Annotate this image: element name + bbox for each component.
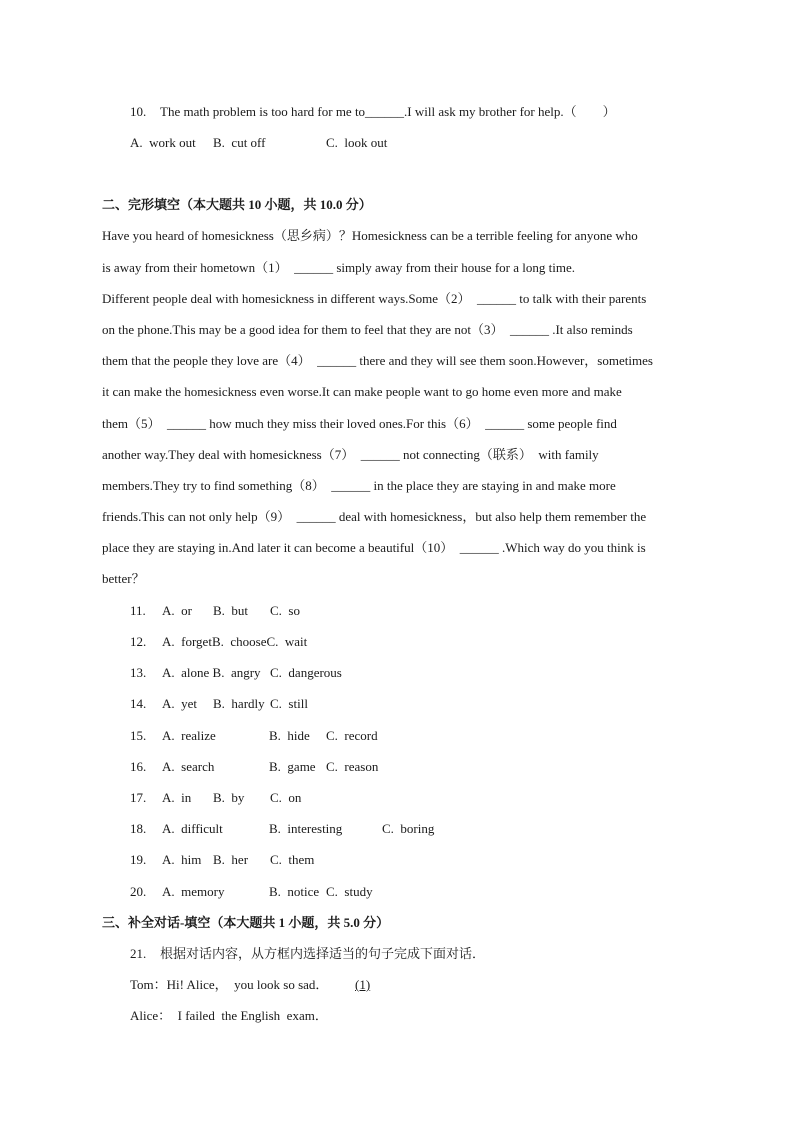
question-text: 根据对话内容，从方框内选择适当的句子完成下面对话． — [160, 946, 486, 961]
option-c: C. record — [326, 728, 378, 743]
passage-line: place they are staying in.And later it can become a beautiful（10） ______ .Which way do you think is — [102, 540, 646, 555]
option-b: B. by — [213, 790, 245, 805]
option-b: B. interesting — [269, 821, 343, 836]
option-b: B. her — [213, 852, 249, 867]
option-a: A. search — [162, 759, 215, 774]
option-a: A. yet — [162, 696, 198, 711]
option-b: B. notice — [269, 884, 320, 899]
option-number: 16. — [130, 759, 147, 774]
dialogue-blank: (1) — [355, 977, 371, 992]
option-number: 17. — [130, 790, 147, 805]
option-b: B. cut off — [213, 135, 266, 150]
section-title: 三、补全对话-填空（本大题共 1 小题，共 5.0 分） — [102, 915, 390, 930]
option-number: 20. — [130, 884, 147, 899]
option-c: C. on — [270, 790, 302, 805]
option-a: A. memory — [162, 884, 225, 899]
option-c: C. boring — [382, 821, 435, 836]
option-number: 11. — [130, 603, 146, 618]
passage-line: it can make the homesickness even worse.It can make people want to go home even more and make — [102, 384, 622, 399]
passage-line: members.They try to find something（8） ______ in the place they are staying in and make more — [102, 478, 616, 493]
option-c: C. look out — [326, 135, 388, 150]
option-a: A. forgetB. chooseC. wait — [162, 634, 308, 649]
option-number: 12. — [130, 634, 147, 649]
option-a: A. difficult — [162, 821, 223, 836]
option-b: B. hide — [269, 728, 310, 743]
passage-line: Have you heard of homesickness（思乡病）？Homesickness can be a terrible feeling for anyone who — [102, 228, 638, 243]
option-c: C. still — [270, 696, 308, 711]
option-c: C. study — [326, 884, 373, 899]
passage-line: them（5） ______ how much they miss their loved ones.For this（6） ______ some people find — [102, 416, 617, 431]
option-number: 13. — [130, 665, 147, 680]
question-text: The math problem is too hard for me to______.I will ask my brother for help.（ ） — [160, 104, 616, 119]
passage-line: them that the people they love are（4） ______ there and they will see them soon.However，sometimes — [102, 353, 653, 368]
section-title: 二、完形填空（本大题共 10 小题，共 10.0 分） — [102, 197, 372, 212]
option-a: A. or — [162, 603, 192, 618]
option-a: A. work out — [130, 135, 196, 150]
option-c: C. reason — [326, 759, 379, 774]
question-number: 21. — [130, 946, 147, 961]
option-number: 19. — [130, 852, 147, 867]
passage-line: better？ — [102, 571, 145, 586]
option-number: 14. — [130, 696, 147, 711]
option-number: 15. — [130, 728, 147, 743]
dialogue-line-tom: Tom：Hi! Alice， you look so sad． — [130, 977, 329, 992]
passage-line: friends.This can not only help（9） ______ deal with homesickness，but also help them remember the — [102, 509, 647, 524]
option-c: C. them — [270, 852, 315, 867]
option-c: C. dangerous — [270, 665, 342, 680]
passage-line: on the phone.This may be a good idea for them to feel that they are not（3） ______ .It also reminds — [102, 322, 633, 337]
option-b: B. but — [213, 603, 249, 618]
option-a: A. in — [162, 790, 192, 805]
option-c: C. so — [270, 603, 300, 618]
option-b: B. game — [269, 759, 316, 774]
option-a: A. him — [162, 852, 202, 867]
question-number: 10. — [130, 104, 147, 119]
passage-line: is away from their hometown（1） ______ simply away from their house for a long time. — [102, 260, 575, 275]
dialogue-line-alice: Alice： I failed the English exam． — [130, 1008, 328, 1023]
option-b: B. hardly — [213, 696, 265, 711]
option-number: 18. — [130, 821, 147, 836]
passage-line: Different people deal with homesickness in different ways.Some（2） ______ to talk with their parents — [102, 291, 647, 306]
option-a: A. realize — [162, 728, 216, 743]
passage-line: another way.They deal with homesickness（7） ______ not connecting（联系） with family — [102, 447, 599, 462]
option-a: A. alone B. angry — [162, 665, 261, 680]
